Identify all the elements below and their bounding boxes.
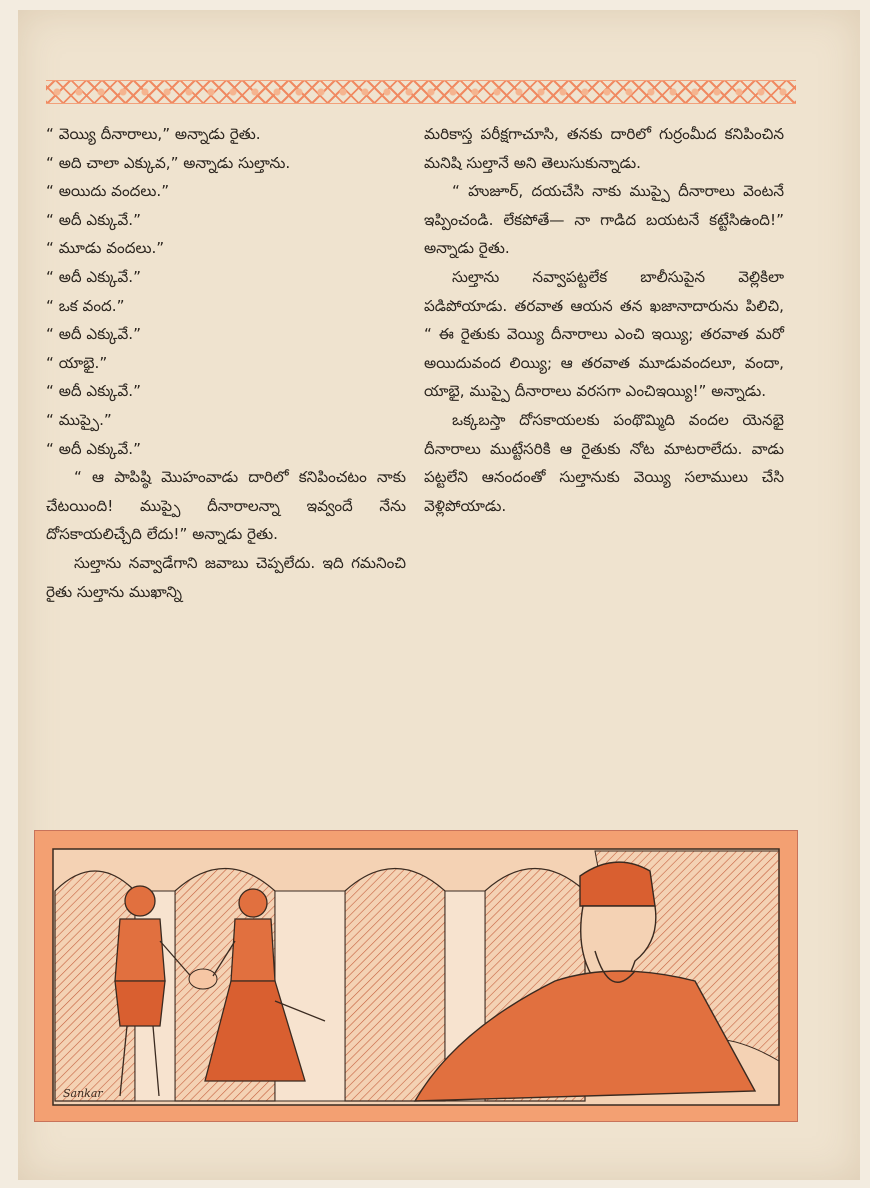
paragraph: “ అదీ ఎక్కువే.” [46, 325, 141, 344]
paragraph: “ ముప్పై.” [46, 410, 112, 429]
decorative-border [46, 80, 796, 104]
paragraph: “ అది చాలా ఎక్కువ,” అన్నాడు సుల్తాను. [46, 153, 291, 172]
left-text-column [46, 120, 406, 606]
paragraph: “ ఆ పాపిష్ఠి మొహంవాడు దారిలో కనిపించటం నాకు చేటయింది! ముప్పై దీనారాలన్నా ఇవ్వందే నేను దోసకాయలిచ్చేది లేదు!” అన్నాడు రైతు. [46, 468, 406, 544]
money-pouch [189, 969, 217, 989]
paragraph: “ అదీ ఎక్కువే.” [46, 382, 141, 401]
story-illustration [34, 830, 798, 1122]
paragraph: సుల్తాను నవ్వాపట్టలేక బాలీసుపైన వెల్లికిలా పడిపోయాడు. తరవాత ఆయన తన ఖజానాదారును పిలిచి, “ ఈ రైతుకు వెయ్యి దీనారాలు ఎంచి ఇయ్యి; తరవాత మరో అయిదువంద లియ్యి; ఆ తరవాత మూడువందలూ, వందా, యాభై, ముప్పై దీనారాలు వరసగా ఎంచిఇయ్యి!” అన్నాడు. [424, 267, 784, 401]
illustration-artwork [35, 831, 797, 1121]
paragraph: మరికాస్త పరీక్షగాచూసి, తనకు దారిలో గుర్రంమీద కనిపించిన మనిషి సుల్తానే అని తెలుసుకున్నాడు. [424, 125, 784, 172]
paragraph: “ యాభై.” [46, 353, 108, 372]
artist-signature: Sankar [63, 1087, 103, 1100]
paragraph: “ అయిదు వందలు.” [46, 182, 170, 201]
paragraph: “ అదీ ఎక్కువే.” [46, 439, 141, 458]
paragraph: సుల్తాను నవ్వాడేగాని జవాబు చెప్పలేదు. ఇది గమనించి రైతు సుల్తాను ముఖాన్ని [46, 553, 406, 601]
paragraph: “ ఒక వంద.” [46, 296, 125, 315]
paragraph: ఒక్కబస్తా దోసకాయలకు పంథొమ్మిది వందల యెనభై దీనారాలు ముట్టేసరికి ఆ రైతుకు నోట మాటరాలేదు. వాడు పట్టలేని ఆనందంతో సుల్తానుకు వెయ్యి సలాములు చేసి వెళ్లిపోయాడు. [424, 410, 784, 515]
paragraph: “ వెయ్యి దీనారాలు,” అన్నాడు రైతు. [46, 125, 261, 143]
paragraph: “ మూడు వందలు.” [46, 239, 165, 258]
right-text-column [424, 120, 784, 520]
paragraph: “ హుజూర్, దయచేసి నాకు ముప్పై దీనారాలు వెంటనే ఇప్పించండి. లేకపోతే— నా గాడిద బయటనే కట్టేసిఉంది!” అన్నాడు రైతు. [424, 182, 784, 258]
paragraph: “ అదీ ఎక్కువే.” [46, 210, 141, 229]
paragraph: “ అదీ ఎక్కువే.” [46, 267, 141, 286]
